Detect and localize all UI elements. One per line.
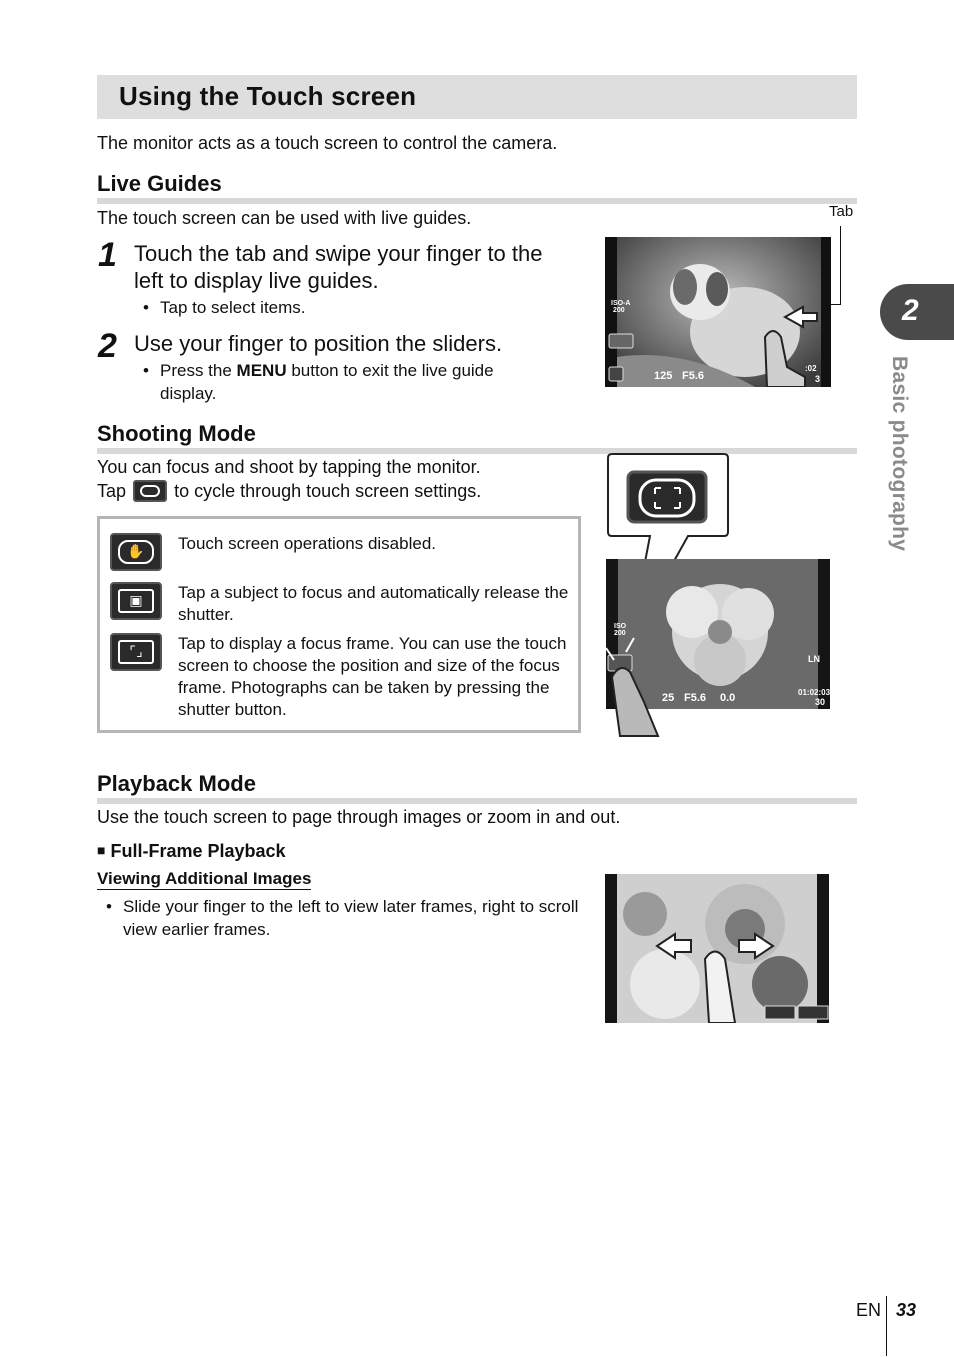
osd-aperture: F5.6 bbox=[682, 370, 705, 382]
touch-mode-table bbox=[97, 516, 581, 733]
osd-time: :02 bbox=[805, 364, 817, 373]
step-1-bullet: • Tap to select items. bbox=[160, 296, 306, 319]
osd-iso-value-2: 200 bbox=[614, 630, 626, 637]
touch-mode-row-3-text: Tap to display a focus frame. You can use the touch screen to choose the position and size of the focus frame. Photographs can be taken by pressing the shutter button. bbox=[178, 634, 567, 719]
footer-divider bbox=[886, 1296, 887, 1356]
touch-mode-row-1-text: Touch screen operations disabled. bbox=[178, 534, 436, 553]
live-guide-photo bbox=[605, 237, 831, 387]
footer-lang: EN bbox=[856, 1300, 882, 1320]
step-2-bullet: • Press the MENU button to exit the live guide display. bbox=[160, 359, 540, 405]
page-number: 33 bbox=[896, 1300, 917, 1320]
section-title-bar bbox=[97, 75, 857, 119]
osd-shutter-2: 25 bbox=[662, 692, 675, 704]
playback-bullet: • Slide your finger to the left to view later frames, right to scroll view earlier frames. bbox=[123, 895, 583, 941]
square-bullet-icon: ■ bbox=[97, 842, 106, 858]
viewing-additional-images-heading: Viewing Additional Images bbox=[97, 869, 312, 888]
tab-callout-line bbox=[840, 226, 841, 304]
touch-mode-inline-icon bbox=[133, 480, 167, 502]
step-2-number: 2 bbox=[98, 327, 117, 365]
live-guide-screen bbox=[605, 237, 831, 387]
live-guides-text: The touch screen can be used with live guides. bbox=[97, 208, 472, 228]
step-2-text: Use your finger to position the sliders. bbox=[134, 331, 503, 356]
playback-screen bbox=[605, 874, 829, 1023]
osd-time-2: 01:02:03 bbox=[798, 688, 831, 697]
step-1-text: Touch the tab and swipe your finger to the left to display live guides. bbox=[134, 241, 543, 293]
osd-iso: ISO-A bbox=[611, 300, 631, 307]
chapter-number: 2 bbox=[902, 294, 919, 327]
page-title: Using the Touch screen bbox=[119, 81, 417, 111]
osd-frames-2: 30 bbox=[815, 697, 826, 707]
chapter-tab bbox=[880, 284, 954, 340]
playback-mode-heading: Playback Mode bbox=[97, 772, 857, 804]
shooting-mode-text-1: You can focus and shoot by tapping the monitor. bbox=[97, 457, 481, 477]
live-guides-heading: Live Guides bbox=[97, 172, 857, 204]
playback-photo bbox=[605, 874, 829, 1023]
osd-ev-2: 0.0 bbox=[720, 692, 736, 704]
full-frame-playback-heading: ■ Full-Frame Playback bbox=[97, 841, 286, 861]
touch-focus-frame-icon: ⌜⌟ bbox=[110, 633, 162, 671]
touch-disabled-icon: ✋ bbox=[110, 533, 162, 571]
chapter-label: Basic photography bbox=[888, 356, 911, 552]
shooting-mode-text-2: Tap to cycle through touch screen settings. bbox=[97, 481, 482, 501]
osd-frames: 3 bbox=[815, 374, 821, 384]
touch-mode-row-2-text: Tap a subject to focus and automatically release the shutter. bbox=[178, 583, 569, 624]
touch-shutter-icon: ▣ bbox=[110, 582, 162, 620]
intro-text: The monitor acts as a touch screen to control the camera. bbox=[97, 133, 558, 153]
osd-iso-value: 200 bbox=[613, 307, 625, 314]
osd-quality-2: LN bbox=[808, 654, 820, 664]
osd-aperture-2: F5.6 bbox=[684, 692, 707, 704]
osd-iso-2: ISO bbox=[614, 623, 627, 630]
playback-mode-text: Use the touch screen to page through images or zoom in and out. bbox=[97, 807, 621, 827]
shooting-mode-heading: Shooting Mode bbox=[97, 422, 857, 454]
tab-callout-label: Tab bbox=[829, 203, 854, 220]
osd-shutter: 125 bbox=[654, 370, 673, 382]
step-1-number: 1 bbox=[98, 236, 117, 274]
